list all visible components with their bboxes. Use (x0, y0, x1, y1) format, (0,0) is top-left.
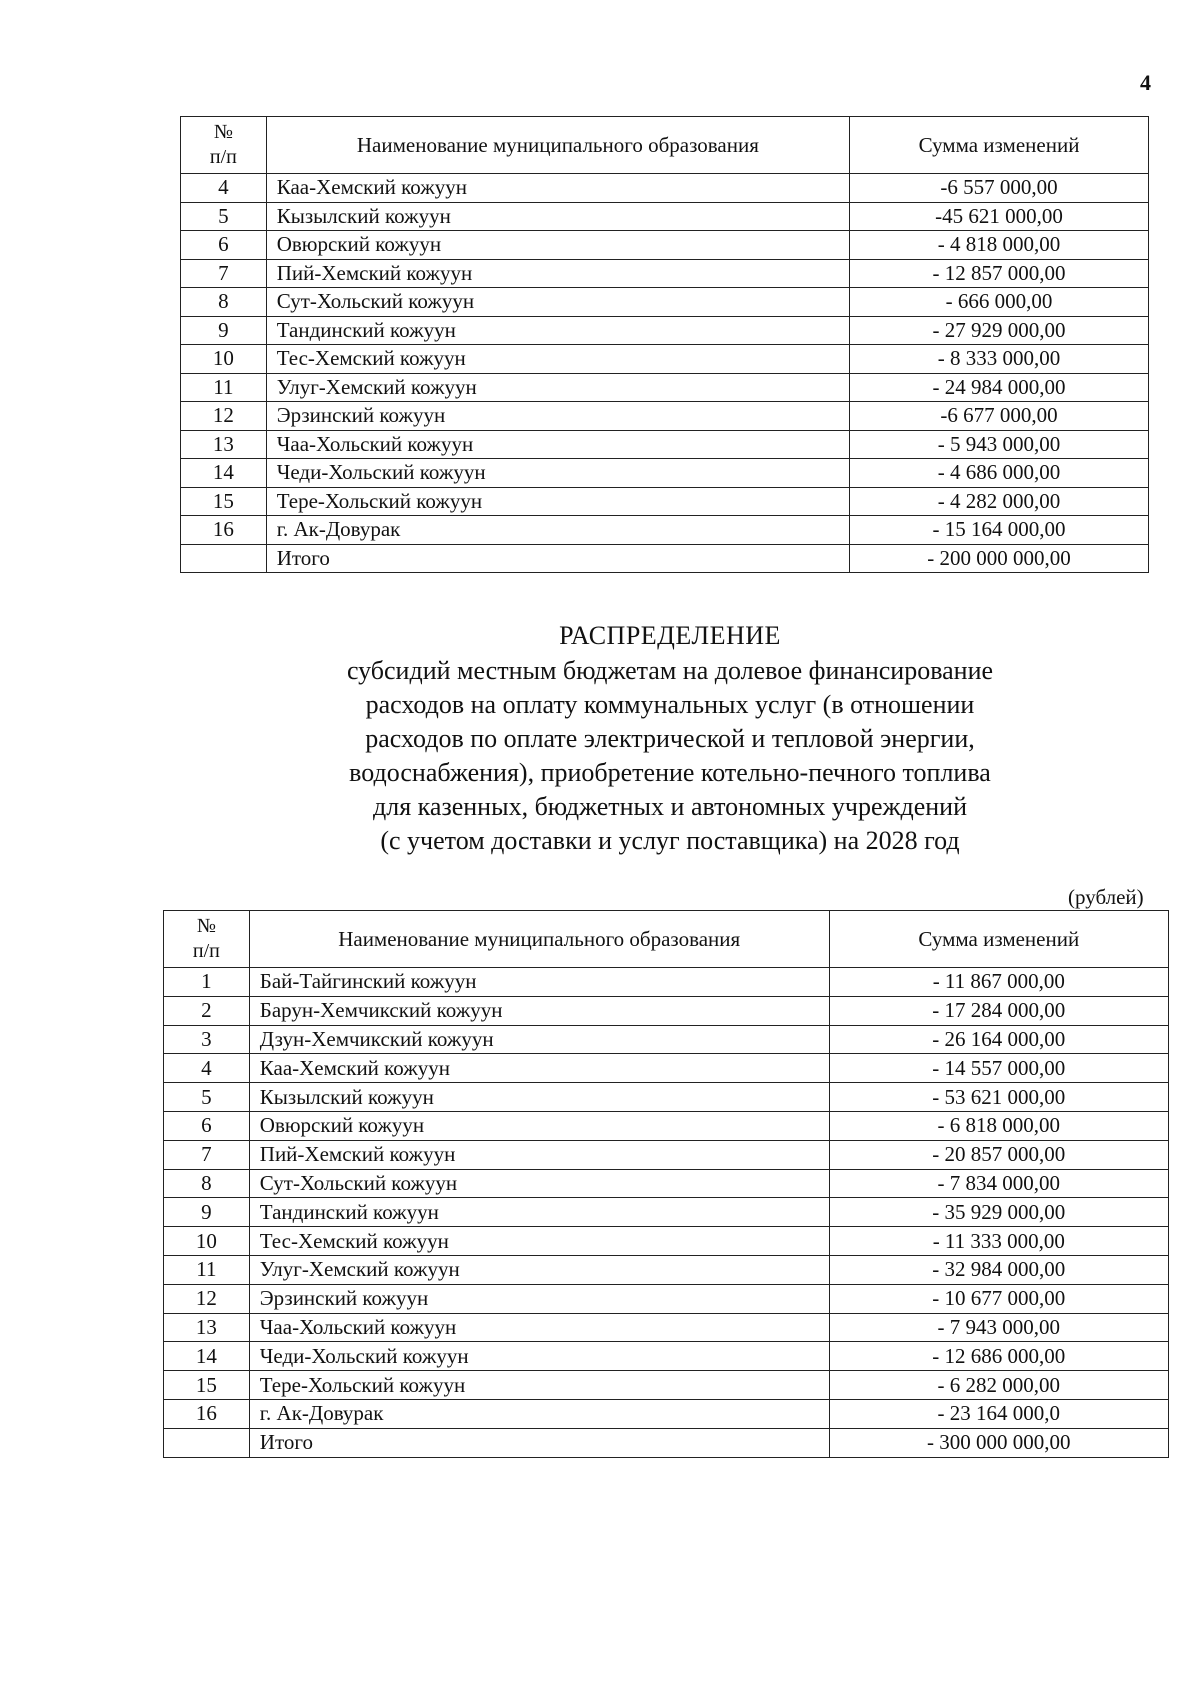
row-number-cell: 12 (164, 1284, 250, 1313)
row-number-cell: 3 (164, 1025, 250, 1054)
sum-of-changes-cell: - 20 857 000,00 (829, 1140, 1168, 1169)
row-number-cell: 15 (181, 487, 267, 516)
table-row (164, 1371, 1169, 1400)
municipality-name-cell: Тандинский кожуун (266, 316, 849, 345)
row-number-cell: 11 (181, 373, 267, 402)
municipality-name-cell: Каа-Хемский кожуун (249, 1054, 829, 1083)
sum-of-changes-cell: - 4 818 000,00 (850, 231, 1149, 260)
table-2028-changes (163, 910, 1169, 1458)
municipality-name-cell: Тес-Хемский кожуун (249, 1227, 829, 1256)
table-row (164, 1140, 1169, 1169)
municipality-name-cell: Бай-Тайгинский кожуун (249, 968, 829, 997)
row-number-cell: 7 (181, 259, 267, 288)
sum-of-changes-cell: - 666 000,00 (850, 288, 1149, 317)
distribution-subtitle-line: для казенных, бюджетных и автономных учреждений (373, 792, 967, 821)
header-sum-of-changes: Сумма изменений (850, 117, 1149, 174)
table-total-row (181, 544, 1149, 573)
page-number: 4 (1140, 70, 1151, 95)
table-row (164, 1342, 1169, 1371)
row-number-cell: 1 (164, 968, 250, 997)
sum-of-changes-cell: -6 677 000,00 (850, 402, 1149, 431)
sum-of-changes-cell: - 4 282 000,00 (850, 487, 1149, 516)
sum-of-changes-cell: - 23 164 000,0 (829, 1399, 1168, 1428)
sum-of-changes-cell: - 24 984 000,00 (850, 373, 1149, 402)
table-row (181, 402, 1149, 431)
header-municipality-name: Наименование муниципального образования (249, 911, 829, 968)
distribution-subtitle-line: субсидий местным бюджетам на долевое финансирование (346, 656, 994, 685)
sum-of-changes-cell: -45 621 000,00 (850, 202, 1149, 231)
row-number-cell: 4 (164, 1054, 250, 1083)
table-row (164, 1255, 1169, 1284)
table-row (181, 516, 1149, 545)
row-number-cell: 15 (164, 1371, 250, 1400)
municipality-name-cell: г. Ак-Довурак (249, 1399, 829, 1428)
row-number-cell: 5 (164, 1083, 250, 1112)
sum-of-changes-cell: - 53 621 000,00 (829, 1083, 1168, 1112)
table-row (181, 202, 1149, 231)
row-number-cell: 6 (181, 231, 267, 260)
sum-of-changes-cell: - 27 929 000,00 (850, 316, 1149, 345)
municipality-name-cell: Кызылский кожуун (266, 202, 849, 231)
table-header-row (164, 911, 1169, 968)
table-header-row (181, 117, 1149, 174)
sum-of-changes-cell: - 32 984 000,00 (829, 1255, 1168, 1284)
table-row (164, 1227, 1169, 1256)
sum-of-changes-cell: - 14 557 000,00 (829, 1054, 1168, 1083)
row-number-cell: 16 (181, 516, 267, 545)
table-row (164, 1198, 1169, 1227)
table-row (181, 174, 1149, 203)
row-number-cell: 7 (164, 1140, 250, 1169)
row-number-cell: 9 (164, 1198, 250, 1227)
row-number-cell: 14 (181, 459, 267, 488)
table-row (164, 1284, 1169, 1313)
table-body (164, 968, 1169, 1458)
row-number-cell: 8 (181, 288, 267, 317)
row-number-cell: 16 (164, 1399, 250, 1428)
row-number-cell: 13 (164, 1313, 250, 1342)
row-number-cell: 11 (164, 1255, 250, 1284)
sum-of-changes-cell: - 17 284 000,00 (829, 996, 1168, 1025)
header-number: № п/п (181, 117, 267, 174)
table-row (181, 373, 1149, 402)
municipality-name-cell: Чаа-Хольский кожуун (266, 430, 849, 459)
table-body (181, 174, 1149, 573)
sum-of-changes-cell: - 5 943 000,00 (850, 430, 1149, 459)
municipality-name-cell: Овюрский кожуун (249, 1111, 829, 1140)
table-row (181, 316, 1149, 345)
table-row (164, 1313, 1169, 1342)
sum-of-changes-cell: - 11 867 000,00 (829, 968, 1168, 997)
sum-of-changes-cell: - 35 929 000,00 (829, 1198, 1168, 1227)
municipality-name-cell: Сут-Хольский кожуун (266, 288, 849, 317)
row-number-cell: 10 (164, 1227, 250, 1256)
distribution-subtitle-line: расходов по оплате электрической и тепловой энергии, (365, 724, 975, 753)
table-row (181, 288, 1149, 317)
municipality-name-cell: Кызылский кожуун (249, 1083, 829, 1112)
table-row (164, 1083, 1169, 1112)
municipality-name-cell: Итого (249, 1428, 829, 1457)
sum-of-changes-cell: - 26 164 000,00 (829, 1025, 1168, 1054)
municipality-name-cell: Овюрский кожуун (266, 231, 849, 260)
units-label: (рублей) (1068, 885, 1144, 909)
municipality-name-cell: Пий-Хемский кожуун (249, 1140, 829, 1169)
sum-of-changes-cell: - 7 943 000,00 (829, 1313, 1168, 1342)
table-row (181, 259, 1149, 288)
row-number-cell: 13 (181, 430, 267, 459)
table-row (164, 1169, 1169, 1198)
municipality-name-cell: Чаа-Хольский кожуун (249, 1313, 829, 1342)
row-number-cell: 8 (164, 1169, 250, 1198)
municipality-name-cell: Сут-Хольский кожуун (249, 1169, 829, 1198)
municipality-name-cell: Итого (266, 544, 849, 573)
municipality-name-cell: Тандинский кожуун (249, 1198, 829, 1227)
table-row (181, 430, 1149, 459)
municipality-name-cell: Эрзинский кожуун (266, 402, 849, 431)
header-municipality-name: Наименование муниципального образования (266, 117, 849, 174)
row-number-cell: 4 (181, 174, 267, 203)
distribution-subtitle-line: водоснабжения), приобретение котельно-печного топлива (349, 758, 991, 787)
table-row (181, 459, 1149, 488)
distribution-heading: РАСПРЕДЕЛЕНИЕ (559, 621, 781, 650)
municipality-name-cell: Чеди-Хольский кожуун (266, 459, 849, 488)
sum-of-changes-cell: - 6 818 000,00 (829, 1111, 1168, 1140)
distribution-subtitle-line: (с учетом доставки и услуг поставщика) на 2028 год (380, 826, 960, 855)
municipality-name-cell: Эрзинский кожуун (249, 1284, 829, 1313)
distribution-title-block (250, 618, 1090, 858)
table-row (181, 231, 1149, 260)
municipality-name-cell: Каа-Хемский кожуун (266, 174, 849, 203)
municipality-name-cell: Тере-Хольский кожуун (266, 487, 849, 516)
sum-of-changes-cell: - 15 164 000,00 (850, 516, 1149, 545)
header-sum-of-changes: Сумма изменений (829, 911, 1168, 968)
municipality-name-cell: г. Ак-Довурак (266, 516, 849, 545)
sum-of-changes-cell: - 11 333 000,00 (829, 1227, 1168, 1256)
table-row (164, 1025, 1169, 1054)
municipality-name-cell: Пий-Хемский кожуун (266, 259, 849, 288)
row-number-cell: 2 (164, 996, 250, 1025)
table-row (164, 996, 1169, 1025)
table-row (164, 1399, 1169, 1428)
sum-of-changes-cell: - 12 857 000,00 (850, 259, 1149, 288)
row-number-cell: 9 (181, 316, 267, 345)
row-number-cell (181, 544, 267, 573)
table-row (164, 1054, 1169, 1083)
municipality-name-cell: Тес-Хемский кожуун (266, 345, 849, 374)
row-number-cell: 5 (181, 202, 267, 231)
municipality-name-cell: Улуг-Хемский кожуун (249, 1255, 829, 1284)
table-row (164, 1111, 1169, 1140)
table-total-row (164, 1428, 1169, 1457)
row-number-cell: 6 (164, 1111, 250, 1140)
sum-of-changes-cell: - 4 686 000,00 (850, 459, 1149, 488)
sum-of-changes-cell: - 8 333 000,00 (850, 345, 1149, 374)
sum-of-changes-cell: - 300 000 000,00 (829, 1428, 1168, 1457)
distribution-subtitle-line: расходов на оплату коммунальных услуг (в отношении (365, 690, 975, 719)
sum-of-changes-cell: - 200 000 000,00 (850, 544, 1149, 573)
row-number-cell (164, 1428, 250, 1457)
sum-of-changes-cell: - 12 686 000,00 (829, 1342, 1168, 1371)
row-number-cell: 12 (181, 402, 267, 431)
header-number: № п/п (164, 911, 250, 968)
table-2027-changes (180, 116, 1149, 573)
table-row (164, 968, 1169, 997)
sum-of-changes-cell: - 6 282 000,00 (829, 1371, 1168, 1400)
municipality-name-cell: Улуг-Хемский кожуун (266, 373, 849, 402)
municipality-name-cell: Дзун-Хемчикский кожуун (249, 1025, 829, 1054)
municipality-name-cell: Тере-Хольский кожуун (249, 1371, 829, 1400)
municipality-name-cell: Барун-Хемчикский кожуун (249, 996, 829, 1025)
sum-of-changes-cell: -6 557 000,00 (850, 174, 1149, 203)
sum-of-changes-cell: - 7 834 000,00 (829, 1169, 1168, 1198)
table-row (181, 487, 1149, 516)
sum-of-changes-cell: - 10 677 000,00 (829, 1284, 1168, 1313)
row-number-cell: 10 (181, 345, 267, 374)
row-number-cell: 14 (164, 1342, 250, 1371)
municipality-name-cell: Чеди-Хольский кожуун (249, 1342, 829, 1371)
table-row (181, 345, 1149, 374)
